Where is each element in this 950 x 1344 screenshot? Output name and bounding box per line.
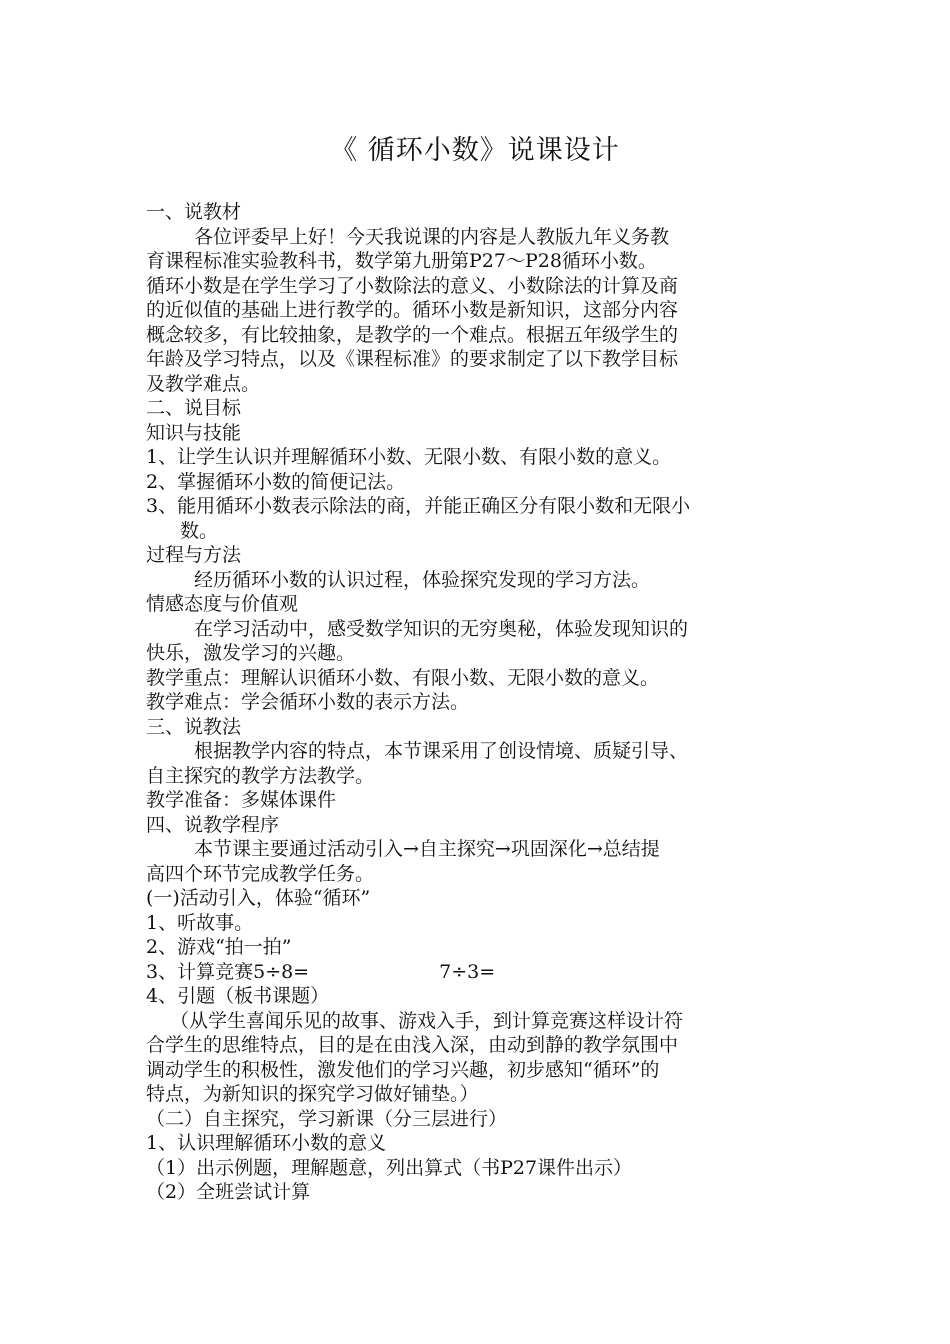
- paragraph-line: 及教学难点。: [146, 372, 261, 395]
- subsection-heading: (一)活动引入，体验“循环”: [146, 887, 371, 909]
- paragraph-line: 年龄及学习特点，以及《课程标准》的要求制定了以下教学目标: [146, 348, 679, 370]
- subsection-heading: 知识与技能: [146, 421, 242, 444]
- list-item: 1、让学生认识并理解循环小数、无限小数、有限小数的意义。: [146, 446, 672, 468]
- section-heading: 二、说目标: [146, 397, 242, 419]
- paragraph-line: 各位评委早上好！今天我说课的内容是人教版九年义务教: [194, 225, 670, 248]
- paragraph-line: 概念较多，有比较抽象，是教学的一个难点。根据五年级学生的: [146, 323, 679, 346]
- paragraph-line: 循环小数是在学生学习了小数除法的意义、小数除法的计算及商: [146, 274, 679, 297]
- section-heading: 三、说教法: [146, 715, 242, 738]
- paragraph-line: （从学生喜闻乐见的故事、游戏入手，到计算竞赛这样设计符: [170, 1009, 684, 1032]
- paragraph-line: 调动学生的积极性，激发他们的学习兴趣，初步感知“循环”的: [146, 1058, 660, 1081]
- paragraph-line: 的近似值的基础上进行教学的。循环小数是新知识，这部分内容: [146, 299, 679, 321]
- paragraph-line: 教学准备：多媒体课件: [146, 789, 337, 811]
- paragraph-line: 自主探究的教学方法教学。: [146, 764, 375, 787]
- list-item: 1、听故事。: [146, 911, 254, 934]
- list-item: 2、游戏“拍一拍”: [146, 936, 292, 958]
- paragraph-line: 快乐，激发学习的兴趣。: [146, 642, 356, 664]
- paragraph-line: 特点，为新知识的探究学习做好铺垫。）: [146, 1083, 479, 1105]
- list-item: （1）出示例题，理解题意，列出算式（书P27课件出示）: [146, 1156, 633, 1179]
- list-item-continuation: 数。: [180, 519, 219, 542]
- paragraph-line: 在学习活动中，感受数学知识的无穷奥秘，体验发现知识的: [194, 617, 689, 640]
- paragraph-line: 教学难点：学会循环小数的表示方法。: [146, 691, 470, 713]
- paragraph-line: 本节课主要通过活动引入→自主探究→巩固深化→总结提: [194, 838, 660, 860]
- paragraph-line: 育课程标准实验教科书，数学第九册第P27～P28循环小数。: [146, 250, 657, 272]
- subsection-heading: 过程与方法: [146, 544, 242, 566]
- paragraph-line: 根据教学内容的特点，本节课采用了创设情境、质疑引导、: [194, 740, 689, 762]
- list-item: 4、引题（板书课题）: [146, 985, 330, 1007]
- paragraph-line: 教学重点：理解认识循环小数、有限小数、无限小数的意义。: [146, 666, 660, 689]
- section-heading: 四、说教学程序: [146, 813, 280, 836]
- subsection-heading: （二）自主探究，学习新课（分三层进行）: [146, 1107, 508, 1130]
- list-item: 2、掌握循环小数的简便记法。: [146, 470, 406, 493]
- paragraph-line: 合学生的思维特点，目的是在由浅入深，由动到静的教学氛围中: [146, 1034, 679, 1056]
- list-item: 3、能用循环小数表示除法的商，并能正确区分有限小数和无限小: [146, 495, 691, 517]
- calculation-2: 7÷3=: [439, 960, 496, 983]
- calculation-1: 3、计算竞赛5÷8=: [146, 960, 310, 983]
- subsection-heading: 情感态度与价值观: [146, 593, 299, 615]
- paragraph-line: 经历循环小数的认识过程，体验探究发现的学习方法。: [194, 568, 651, 591]
- section-heading: 一、说教材: [146, 201, 242, 223]
- paragraph-line: 高四个环节完成教学任务。: [146, 862, 375, 885]
- list-item: 1、认识理解循环小数的意义: [146, 1132, 387, 1154]
- document-title: 《 循环小数》说课设计: [330, 135, 620, 166]
- list-item: （2）全班尝试计算: [146, 1181, 311, 1203]
- document-body: [146, 200, 810, 1205]
- list-item: [146, 960, 810, 985]
